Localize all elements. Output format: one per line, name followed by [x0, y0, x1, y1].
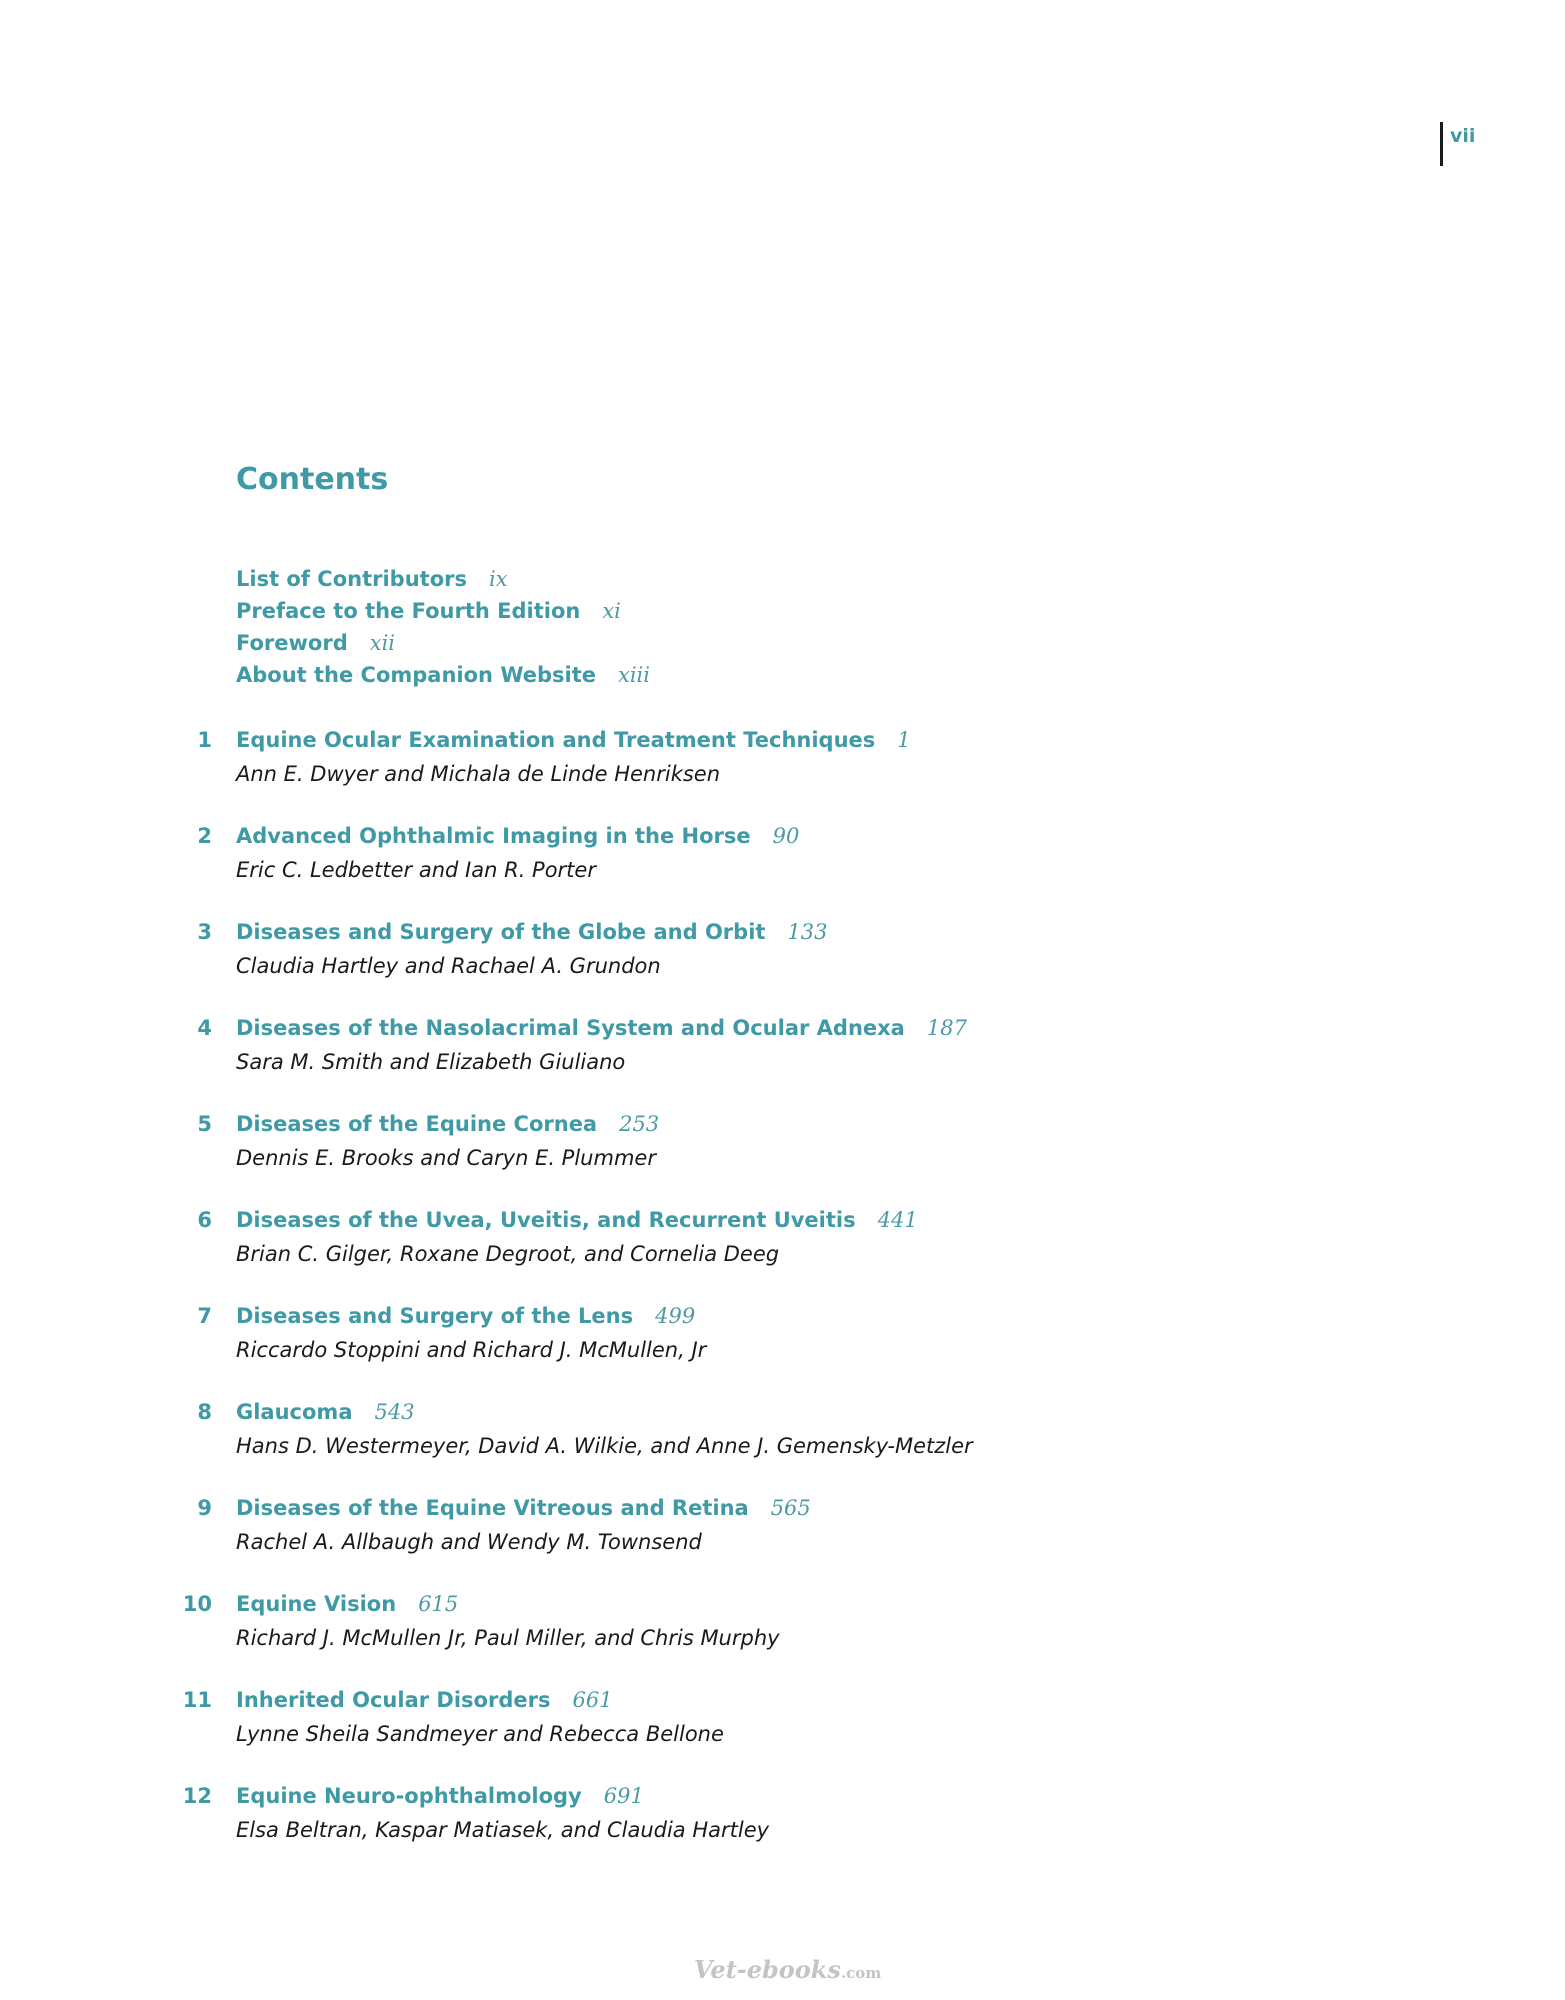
chapter-page: 187	[926, 1016, 967, 1040]
entry-page: xi	[602, 599, 621, 623]
chapter-page: 1	[897, 728, 911, 752]
chapter-authors: Rachel A. Allbaugh and Wendy M. Townsend	[236, 1530, 702, 1554]
chapter-authors: Ann E. Dwyer and Michala de Linde Henriksen	[236, 762, 721, 786]
chapter-page: 543	[374, 1400, 415, 1424]
chapter-title: Diseases of the Nasolacrimal System and Ocular Adnexa	[236, 1016, 905, 1040]
chapter-number: 1	[197, 728, 212, 752]
chapter-entry[interactable]	[170, 1204, 973, 1300]
page-number-block	[1440, 122, 1475, 166]
entry-page: xiii	[617, 663, 650, 687]
entry-page: xii	[369, 631, 396, 655]
watermark-name: Vet-ebooks	[694, 1955, 841, 1984]
chapter-authors: Dennis E. Brooks and Caryn E. Plummer	[236, 1146, 656, 1170]
chapter-entry[interactable]	[170, 820, 973, 916]
chapter-page: 565	[770, 1496, 811, 1520]
front-matter-item[interactable]	[236, 659, 650, 691]
chapter-page: 661	[572, 1688, 613, 1712]
chapter-authors: Eric C. Ledbetter and Ian R. Porter	[236, 858, 596, 882]
front-matter-list	[236, 563, 650, 691]
chapter-entry[interactable]	[170, 1684, 973, 1780]
entry-title: Foreword	[236, 631, 348, 655]
chapter-number: 6	[197, 1208, 212, 1232]
chapter-entry[interactable]	[170, 1396, 973, 1492]
chapter-title: Equine Vision	[236, 1592, 397, 1616]
chapter-page: 253	[619, 1112, 660, 1136]
chapter-page: 499	[655, 1304, 696, 1328]
chapter-title: Advanced Ophthalmic Imaging in the Horse	[236, 824, 751, 848]
chapter-title: Inherited Ocular Disorders	[236, 1688, 551, 1712]
chapter-number: 3	[197, 920, 212, 944]
chapter-authors: Richard J. McMullen Jr, Paul Miller, and Chris Murphy	[236, 1626, 780, 1650]
chapter-authors: Lynne Sheila Sandmeyer and Rebecca Bellone	[236, 1722, 724, 1746]
chapter-list	[170, 724, 973, 1876]
chapter-entry[interactable]	[170, 1012, 973, 1108]
entry-title: Preface to the Fourth Edition	[236, 599, 581, 623]
chapter-entry[interactable]	[170, 1588, 973, 1684]
chapter-number: 10	[182, 1592, 212, 1616]
chapter-entry[interactable]	[170, 916, 973, 1012]
chapter-entry[interactable]	[170, 1780, 973, 1876]
chapter-title: Equine Ocular Examination and Treatment Techniques	[236, 728, 876, 752]
chapter-page: 441	[877, 1208, 918, 1232]
entry-title: List of Contributors	[236, 567, 467, 591]
chapter-title: Diseases and Surgery of the Lens	[236, 1304, 634, 1328]
chapter-authors: Riccardo Stoppini and Richard J. McMullen, Jr	[236, 1338, 707, 1362]
chapter-number: 12	[182, 1784, 212, 1808]
chapter-page: 90	[772, 824, 800, 848]
chapter-number: 9	[197, 1496, 212, 1520]
chapter-authors: Brian C. Gilger, Roxane Degroot, and Cornelia Deeg	[236, 1242, 780, 1266]
chapter-title: Diseases of the Equine Cornea	[236, 1112, 598, 1136]
chapter-entry[interactable]	[170, 1300, 973, 1396]
chapter-number: 4	[197, 1016, 212, 1040]
page-number: vii	[1450, 125, 1476, 147]
front-matter-item[interactable]	[236, 627, 650, 659]
chapter-number: 8	[197, 1400, 212, 1424]
chapter-entry[interactable]	[170, 724, 973, 820]
entry-title: About the Companion Website	[236, 663, 596, 687]
chapter-title: Diseases of the Equine Vitreous and Retina	[236, 1496, 749, 1520]
chapter-authors: Hans D. Westermeyer, David A. Wilkie, and Anne J. Gemensky-Metzler	[236, 1434, 973, 1458]
chapter-authors: Sara M. Smith and Elizabeth Giuliano	[236, 1050, 626, 1074]
chapter-title: Diseases of the Uvea, Uveitis, and Recurrent Uveitis	[236, 1208, 856, 1232]
chapter-number: 5	[197, 1112, 212, 1136]
chapter-entry[interactable]	[170, 1492, 973, 1588]
chapter-number: 11	[182, 1688, 212, 1712]
chapter-page: 691	[603, 1784, 644, 1808]
chapter-page: 615	[418, 1592, 459, 1616]
chapter-page: 133	[787, 920, 828, 944]
watermark-logo	[694, 1955, 881, 1984]
chapter-title: Equine Neuro-ophthalmology	[236, 1784, 582, 1808]
watermark-suffix: .com	[840, 1964, 882, 1982]
chapter-authors: Elsa Beltran, Kaspar Matiasek, and Claudia Hartley	[236, 1818, 770, 1842]
chapter-number: 7	[197, 1304, 212, 1328]
entry-page: ix	[489, 567, 508, 591]
chapter-number: 2	[197, 824, 212, 848]
chapter-title: Diseases and Surgery of the Globe and Orbit	[236, 920, 766, 944]
front-matter-item[interactable]	[236, 595, 650, 627]
chapter-title: Glaucoma	[236, 1400, 353, 1424]
chapter-entry[interactable]	[170, 1108, 973, 1204]
front-matter-item[interactable]	[236, 563, 650, 595]
page-title: Contents	[236, 462, 389, 497]
chapter-authors: Claudia Hartley and Rachael A. Grundon	[236, 954, 661, 978]
